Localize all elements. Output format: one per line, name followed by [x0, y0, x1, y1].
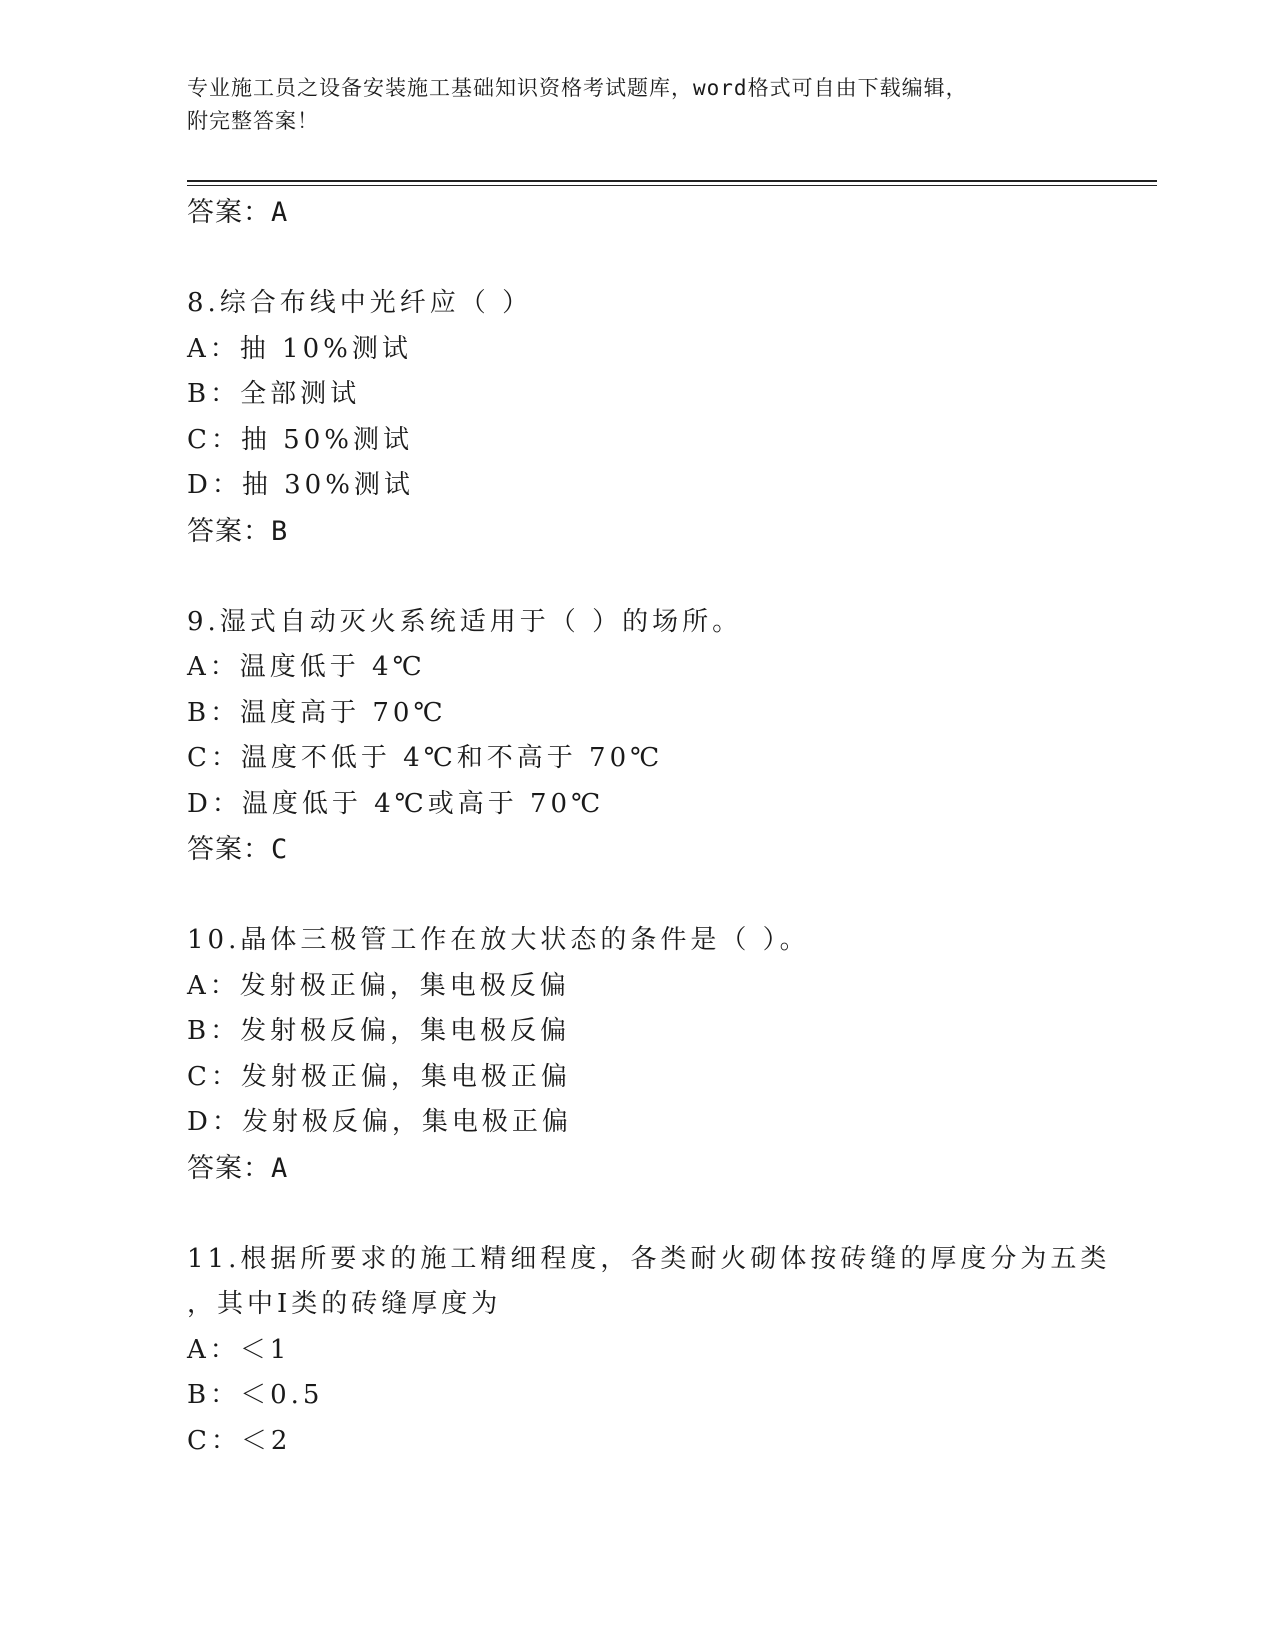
- answer-line: 答案：A: [187, 197, 289, 228]
- spacer: [187, 1191, 1157, 1237]
- question-stem: 9.湿式自动灭火系统适用于（ ）的场所。: [187, 606, 743, 637]
- option-d: D：发射极反偏，集电极正偏: [187, 1107, 572, 1137]
- question-9: [187, 600, 1157, 873]
- option-c: C：＜2: [187, 1425, 292, 1456]
- option-c: C：发射极正偏，集电极正偏: [187, 1061, 571, 1092]
- option-c: C：抽 50%测试: [187, 424, 413, 455]
- option-b: B：＜0.5: [187, 1380, 324, 1410]
- option-d: D：温度低于 4℃或高于 70℃: [187, 788, 605, 819]
- option-a: A：抽 10%测试: [187, 333, 412, 364]
- question-10: [187, 918, 1157, 1191]
- option-b: B：全部测试: [187, 379, 361, 409]
- question-stem-line-2: ，其中Ⅰ类的砖缝厚度为: [187, 1289, 502, 1319]
- document-header: [187, 72, 1087, 138]
- answer-line: 答案：B: [187, 515, 289, 547]
- question-stem: 8.综合布线中光纤应（ ）: [187, 288, 533, 318]
- spacer: [187, 873, 1157, 919]
- option-b: B：温度高于 70℃: [187, 697, 447, 728]
- option-b: B：发射极反偏，集电极反偏: [187, 1016, 571, 1046]
- question-11: [187, 1237, 1157, 1465]
- header-title-line-2: 附完整答案！: [187, 109, 319, 133]
- option-c: C：温度不低于 4℃和不高于 70℃: [187, 743, 664, 773]
- header-title-line-1: 专业施工员之设备安装施工基础知识资格考试题库，word格式可自由下载编辑，: [187, 76, 968, 100]
- question-stem-line-1: 11.根据所要求的施工精细程度，各类耐火砌体按砖缝的厚度分为五类: [187, 1243, 1111, 1274]
- answer-line: 答案：C: [187, 834, 289, 865]
- header-divider-thick: [187, 180, 1157, 182]
- question-stem: 10.晶体三极管工作在放大状态的条件是（ ）。: [187, 925, 810, 955]
- option-a: A：温度低于 4℃: [187, 652, 426, 682]
- answer-line: 答案：A: [187, 1152, 289, 1184]
- spacer: [187, 236, 1157, 282]
- question-list: [187, 190, 1157, 1464]
- option-a: A：＜1: [187, 1334, 291, 1365]
- option-d: D：抽 30%测试: [187, 470, 414, 500]
- spacer: [187, 554, 1157, 600]
- header-divider-thin: [187, 185, 1157, 186]
- question-8: [187, 281, 1157, 554]
- option-a: A：发射极正偏，集电极反偏: [187, 970, 570, 1001]
